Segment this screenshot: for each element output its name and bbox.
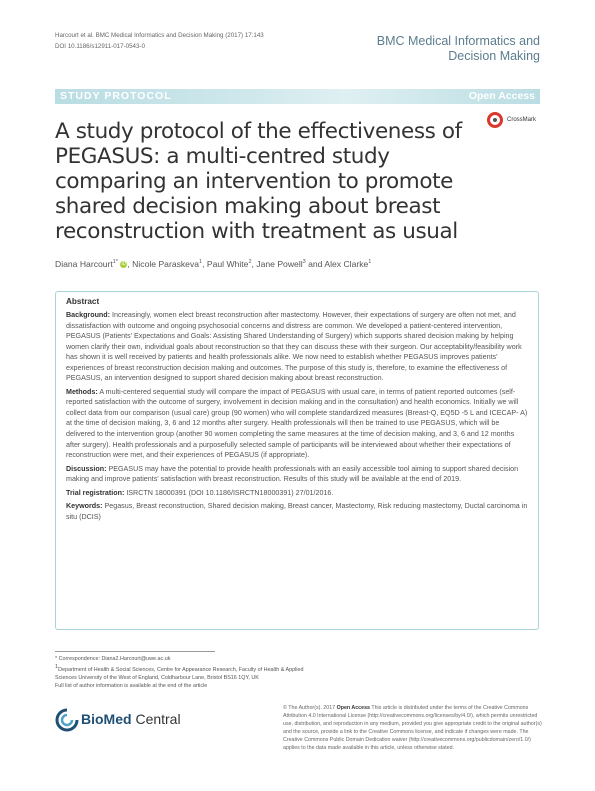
author-affil-sup: 3	[302, 259, 306, 266]
running-head	[55, 30, 264, 52]
keywords-label: Keywords:	[66, 502, 103, 511]
author-affil-sup: 2	[248, 259, 252, 266]
crossmark-icon	[487, 112, 503, 128]
author-name[interactable]: Nicole Paraskeva	[132, 259, 200, 269]
affiliation-sup: 1	[55, 664, 59, 670]
background-text: Increasingly, women elect breast reconstruction after mastectomy. However, their expectations of surgery are often not met, and dissatisfaction with outcome and ongoing psychosocial concerns and distress are common. We developed a patient-centered intervention, PEGASUS (Patients' Expectations and Goals: Assisting Shared Understanding of Surgery) which supports shared decision making by helping women clarify their own, individual goals about reconstruction so that they can discuss these with their surgeon. Our acceptability/feasibility work has shown it is well received by patients and health professionals alike. We now need to establish whether PEGASUS improves patients' experiences of breast reconstruction decision making and outcomes. The purpose of this study is, therefore, to examine the effectiveness of PEGASUS, an intervention designed to support shared decision making about breast reconstruction.	[66, 311, 522, 383]
author-affil-sup: 1*	[112, 259, 118, 266]
journal-name	[377, 34, 540, 63]
license-text: This article is distributed under the terms of the Creative Commons Attribution 4.0 International License (http://creativecommons.org/licenses/by/4.0/), which permits unrestricted use, distribution, and reproduction in any medium, provided you give appropriate credit to the original author(s) and the source, provide a link to the Creative Commons license, and indicate if changes were made. The Creative Commons Public Domain Dedication waiver (http://creativecommons.org/publicdomain/zero/1.0/) applies to the data made available in this article, unless otherwise stated.	[283, 705, 542, 751]
doi-line[interactable]: DOI 10.1186/s12911-017-0543-0	[55, 43, 145, 50]
open-access-label: Open Access	[468, 90, 535, 102]
discussion-label: Discussion:	[66, 464, 107, 473]
abstract-discussion	[66, 464, 528, 485]
background-label: Background:	[66, 311, 111, 319]
publisher-name	[81, 711, 181, 727]
abstract-box	[55, 291, 539, 630]
article-type-banner	[55, 89, 540, 104]
biomed-central-logo-icon	[55, 708, 79, 732]
footnotes	[55, 655, 315, 690]
license-open-access: Open Access	[336, 705, 370, 711]
journal-name-line1: BMC Medical Informatics and	[376, 34, 540, 48]
article-type-label: STUDY PROTOCOL	[60, 90, 172, 102]
article-title: A study protocol of the effectiveness of PEGASUS: a multi-centred study comparing an intervention to promote shared decision making about breast reconstruction with treatment as usual	[55, 119, 462, 244]
correspondence-note: * Correspondence: Diana2.Harcourt@uwe.ac.uk	[55, 656, 171, 662]
abstract-methods	[66, 387, 528, 461]
keywords-text: Pegasus, Breast reconstruction, Shared decision making, Breast cancer, Mastectomy, Risk reducing mastectomy, Ductal carcinoma in situ (DCIS)	[66, 502, 528, 521]
methods-label: Methods:	[66, 387, 98, 396]
trial-text: ISRCTN 18000391 (DOI 10.1186/ISRCTN18000391) 27/01/2016.	[126, 488, 334, 497]
crossmark-badge[interactable]	[485, 112, 545, 128]
publisher-name-rest: Central	[131, 711, 181, 727]
affiliation-text: Department of Health & Social Sciences, Centre for Appearance Research, Faculty of Health & Applied Sciences University of the West of England, Coldharbour Lane, Bristol BS16 1QY, UK	[55, 666, 304, 681]
abstract-keywords	[66, 501, 528, 522]
abstract-heading: Abstract	[66, 297, 100, 306]
footnote-divider	[55, 651, 215, 652]
author-name[interactable]: Alex Clarke	[324, 259, 369, 269]
citation-line: Harcourt et al. BMC Medical Informatics and Decision Making (2017) 17:143	[55, 32, 264, 39]
affiliation-note	[55, 663, 315, 682]
author-list: Diana Harcourt$^{1*}$ iD, Nicole Paraskeva$^1$, Paul White$^2$, Jane Powell$^3$ and Alex Clarke$^1$	[55, 259, 372, 269]
author-name[interactable]: Diana Harcourt	[55, 259, 113, 269]
license-statement	[283, 704, 545, 752]
author-affil-sup: 1	[368, 259, 372, 266]
author-affil-sup: 1	[199, 259, 203, 266]
author-name[interactable]: Paul White	[206, 259, 249, 269]
discussion-text: PEGASUS may have the potential to provide health professionals with an easily accessible tool aiming to support shared decision making and improve patients' satisfaction with breast reconstruction. Results of this study will be available at the end of 2019.	[66, 464, 519, 484]
crossmark-label: CrossMark	[507, 117, 537, 123]
journal-name-line2: Decision Making	[448, 48, 540, 63]
trial-label: Trial registration:	[66, 488, 125, 497]
abstract-trial-registration	[66, 488, 528, 499]
orcid-icon[interactable]: iD	[121, 261, 127, 268]
author-info-note: Full list of author information is available at the end of the article	[55, 682, 208, 689]
abstract-background	[66, 310, 528, 384]
copyright-text: © The Author(s). 2017	[283, 705, 336, 711]
publisher-name-bold: BioMed	[81, 711, 132, 727]
methods-text: A multi-centered sequential study will compare the impact of PEGASUS with usual care, in terms of patient reported outcomes (self-reported satisfaction with the outcome of surgery, involvement in decision making and in the consultation) and health economics. Initially we will collect data from our comparison (usual care) group (90 women) who will complete standardized measures (Breast-Q, EQ5D -5 L and ICECAP- A) at the time of decision making, 3, 6 and 12 months after surgery. Health professionals will then be trained to use PEGASUS, which will be delivered to the intervention group (another 90 women completing the same measures at the time of decision making, and 3, 6 and 12 months after surgery). Health professionals and a purposefully selected sample of participants will be interviewed about whether their expectations of reconstruction were met, and their experiences of PEGASUS (if appropriate).	[66, 387, 528, 460]
author-name[interactable]: Jane Powell	[256, 259, 303, 269]
